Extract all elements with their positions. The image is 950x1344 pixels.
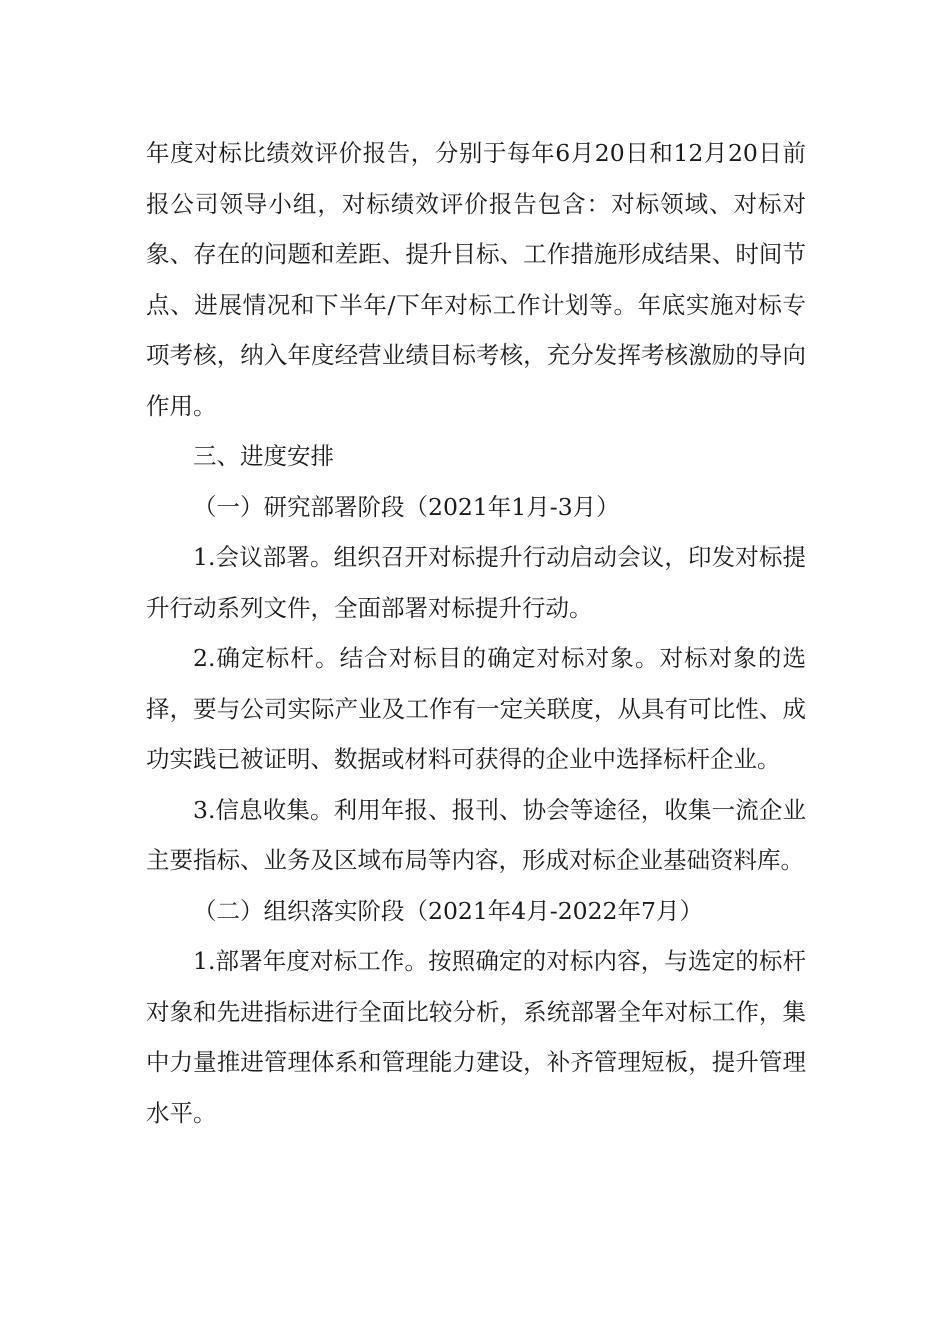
subsection-heading-implementation-stage: （二）组织落实阶段（2021年4月-2022年7月） [193,896,703,925]
paragraph-information-collection: 3.信息收集。利用年报、报刊、协会等途径，收集一流企业主要指标、业务及区域布局等内容，形成对标企业基础资料库。 [146,795,806,874]
paragraph-meeting-deployment: 1.会议部署。组织召开对标提升行动启动会议，印发对标提升行动系列文件，全面部署对标提升行动。 [146,543,806,622]
document-body [146,128,806,1138]
paragraph-continuation: 年度对标比绩效评价报告，分别于每年6月20日和12月20日前报公司领导小组，对标绩效评价报告包含：对标领域、对标对象、存在的问题和差距、提升目标、工作措施形成结果、时间节点、进展情况和下半年/下年对标工作计划等。年底实施对标专项考核，纳入年度经营业绩目标考核，充分发挥考核激励的导向作用。 [146,139,806,420]
section-heading-schedule: 三、进度安排 [193,442,334,470]
paragraph-determine-benchmark: 2.确定标杆。结合对标目的确定对标对象。对标对象的选择，要与公司实际产业及工作有一定关联度，从具有可比性、成功实践已被证明、数据或材料可获得的企业中选择标杆企业。 [146,644,806,773]
paragraph-annual-benchmark-work: 1.部署年度对标工作。按照确定的对标内容，与选定的标杆对象和先进指标进行全面比较分析，系统部署全年对标工作，集中力量推进管理体系和管理能力建设，补齐管理短板，提升管理水平。 [146,947,806,1127]
subsection-heading-research-stage: （一）研究部署阶段（2021年1月-3月） [193,492,620,521]
